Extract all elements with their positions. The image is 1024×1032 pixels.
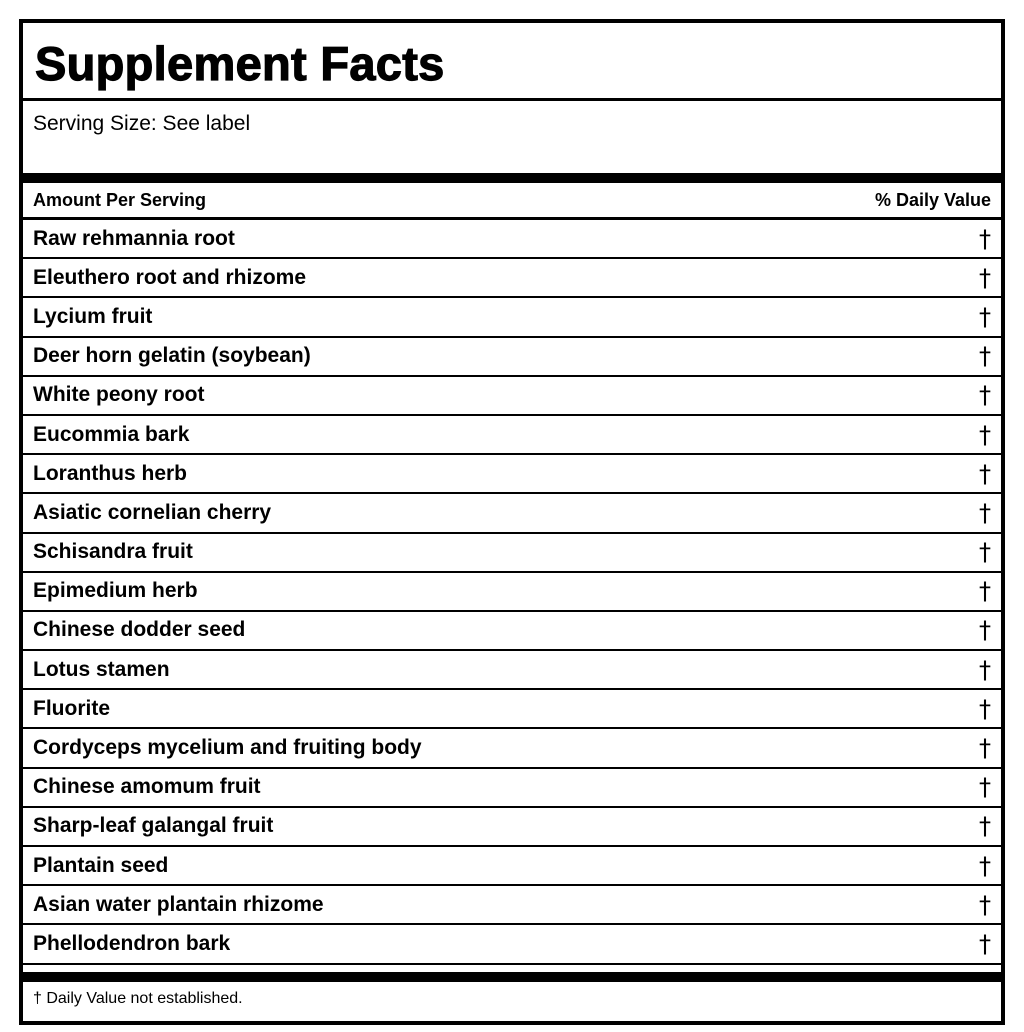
- ingredient-name: Loranthus herb: [33, 461, 188, 485]
- footnote: † Daily Value not established.: [33, 989, 243, 1007]
- ingredient-name: Lotus stamen: [33, 657, 170, 681]
- daily-value-dagger: †: [979, 773, 991, 802]
- ingredient-name: Asiatic cornelian cherry: [33, 500, 272, 524]
- ingredient-row: [23, 847, 1001, 886]
- ingredient-name: Eleuthero root and rhizome: [33, 265, 307, 289]
- daily-value-dagger: †: [979, 929, 991, 958]
- ingredient-name: Sharp-leaf galangal fruit: [33, 814, 274, 838]
- spacer: [23, 965, 1001, 972]
- daily-value-dagger: †: [979, 263, 991, 292]
- ingredient-row: [23, 220, 1001, 259]
- ingredient-name: Cordyceps mycelium and fruiting body: [33, 736, 422, 760]
- daily-value-dagger: †: [979, 342, 991, 371]
- ingredient-row: [23, 259, 1001, 298]
- ingredient-name: Epimedium herb: [33, 579, 198, 603]
- ingredient-name: Chinese dodder seed: [33, 618, 246, 642]
- ingredient-row: [23, 338, 1001, 377]
- daily-value-dagger: †: [979, 224, 991, 253]
- daily-value-dagger: †: [979, 381, 991, 410]
- ingredient-name: Lycium fruit: [33, 304, 153, 328]
- ingredient-row: [23, 494, 1001, 533]
- daily-value-dagger: †: [979, 655, 991, 684]
- ingredient-row: [23, 651, 1001, 690]
- ingredient-name: White peony root: [33, 383, 205, 407]
- ingredient-name: Fluorite: [33, 696, 110, 720]
- daily-value-header: % Daily Value: [874, 189, 991, 210]
- daily-value-dagger: †: [979, 420, 991, 449]
- daily-value-dagger: †: [979, 577, 991, 606]
- daily-value-dagger: †: [979, 538, 991, 567]
- ingredient-row: [23, 377, 1001, 416]
- amount-per-serving-header: Amount Per Serving: [33, 189, 207, 210]
- ingredient-list: [23, 220, 1001, 965]
- ingredient-name: Plantain seed: [33, 853, 169, 877]
- ingredient-row: [23, 729, 1001, 768]
- ingredient-name: Eucommia bark: [33, 422, 190, 446]
- daily-value-dagger: †: [979, 302, 991, 331]
- daily-value-dagger: †: [979, 851, 991, 880]
- daily-value-dagger: †: [979, 694, 991, 723]
- ingredient-row: [23, 612, 1001, 651]
- daily-value-dagger: †: [979, 812, 991, 841]
- ingredient-row: [23, 769, 1001, 808]
- ingredient-name: Schisandra fruit: [33, 540, 193, 564]
- ingredient-name: Chinese amomum fruit: [33, 775, 261, 799]
- daily-value-dagger: †: [979, 459, 991, 488]
- panel-title: Supplement Facts: [23, 23, 1001, 101]
- daily-value-dagger: †: [979, 734, 991, 763]
- thick-divider-bottom: [23, 972, 1001, 982]
- ingredient-row: [23, 298, 1001, 337]
- ingredient-row: [23, 534, 1001, 573]
- ingredient-name: Raw rehmannia root: [33, 226, 235, 250]
- ingredient-name: Asian water plantain rhizome: [33, 892, 324, 916]
- serving-size: Serving Size: See label: [33, 112, 251, 135]
- thick-divider-top: [23, 173, 1001, 183]
- ingredient-row: [23, 573, 1001, 612]
- ingredient-row: [23, 808, 1001, 847]
- daily-value-dagger: †: [979, 616, 991, 645]
- ingredient-row: [23, 925, 1001, 964]
- ingredient-row: [23, 416, 1001, 455]
- column-header-row: [23, 183, 1001, 220]
- ingredient-name: Phellodendron bark: [33, 931, 231, 955]
- ingredient-name: Deer horn gelatin (soybean): [33, 344, 311, 368]
- ingredient-row: [23, 886, 1001, 925]
- daily-value-dagger: †: [979, 498, 991, 527]
- ingredient-row: [23, 455, 1001, 494]
- ingredient-row: [23, 690, 1001, 729]
- supplement-facts-panel: [19, 19, 1005, 1025]
- daily-value-dagger: †: [979, 890, 991, 919]
